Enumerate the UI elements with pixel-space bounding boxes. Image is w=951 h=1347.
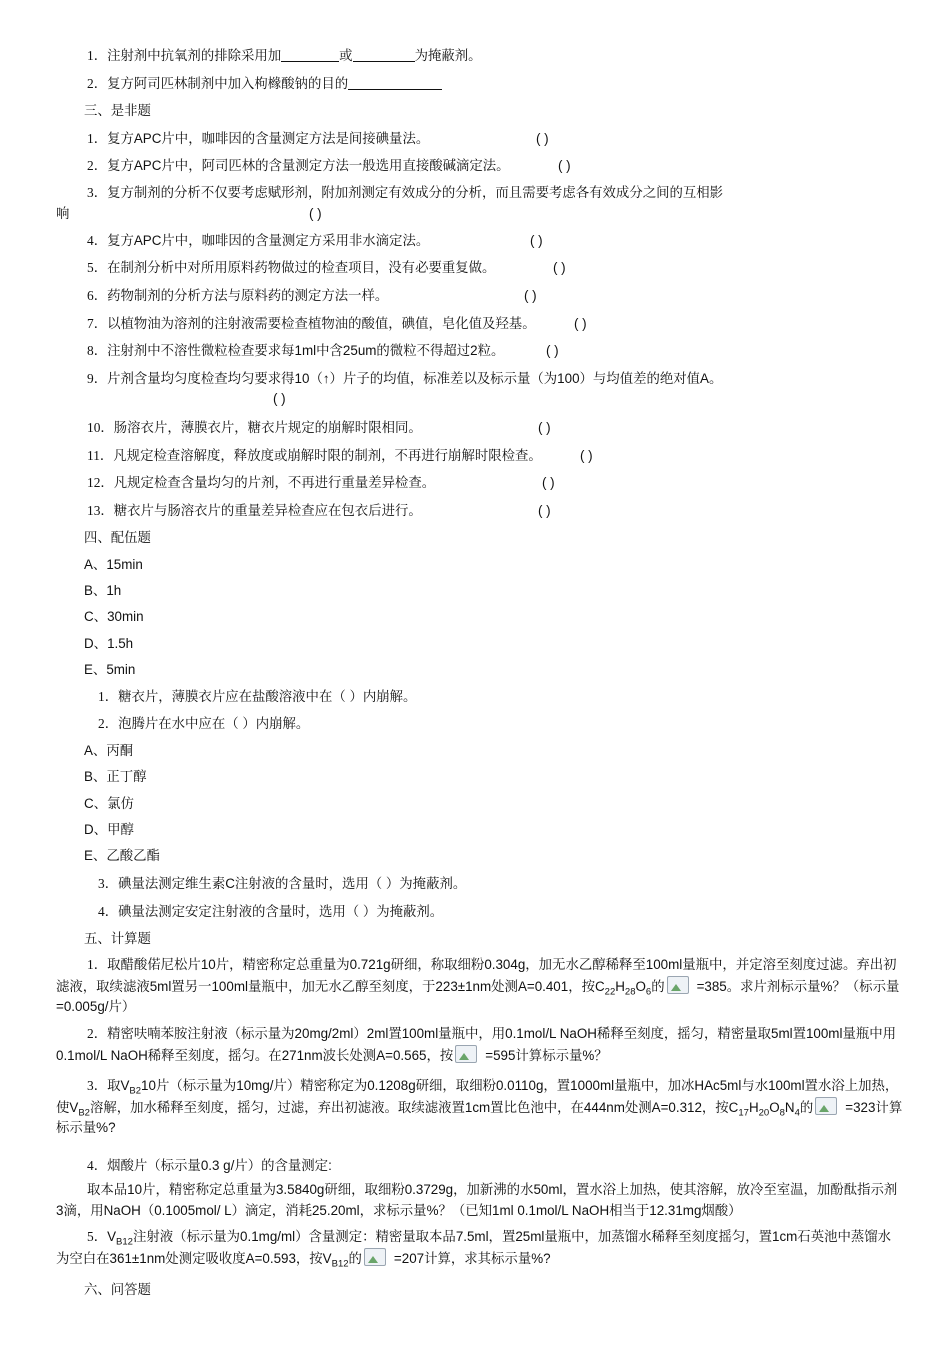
calc-question-2: 2．精密呋喃苯胺注射液（标示量为20mg/2ml）2ml置100ml量瓶中，用0.1mol/L NaOH稀释至刻度，摇匀，精密量取5ml置100ml量瓶中用0.1mol/L NaOH稀释至刻度，摇匀。在271nm波长处测A=0.565，按 =595计算标示量%？ — [56, 1026, 896, 1063]
item-text: 复方阿司匹林制剂中加入枸橼酸钠的目的 — [107, 76, 349, 91]
option-item: E、乙酸乙酯 — [84, 848, 160, 863]
broken-image-icon — [815, 1097, 837, 1115]
section-heading-matching: 四、配伍题 — [84, 530, 151, 545]
option-item: C、30min — [84, 609, 144, 624]
true-false-item: 7．以植物油为溶剂的注射液需要检查植物油的酸值，碘值，皂化值及羟基。 — [87, 316, 536, 331]
true-false-item: 13．糖衣片与肠溶衣片的重量差异检查应在包衣后进行。 — [87, 503, 422, 518]
answer-parentheses: ( ) — [538, 420, 551, 435]
option-item: B、1h — [84, 583, 122, 598]
true-false-item: 2．复方APC片中，阿司匹林的含量测定方法一般选用直接酸碱滴定法。 — [87, 158, 510, 173]
item-text: 注射剂中抗氧剂的排除采用加 — [107, 48, 282, 63]
true-false-item: 5．在制剂分析中对所用原料药物做过的检查项目，没有必要重复做。 — [87, 260, 496, 275]
item-text: 或 — [339, 48, 353, 63]
calc-question-1: 1．取醋酸偌尼松片10片，精密称定总重量为0.721g研细，称取细粉0.304g，加无水乙醇稀释至100ml量瓶中，并定溶至刻度过滤。弃出初滤液，取续滤液5ml置另一100ml量瓶中，加无水乙醇至刻度，于223±1nm处测A=0.401，按$C_{22}H_{28}O_6$的 =385。求片剂标示量%？（标示量=0.005g/片） — [56, 957, 900, 1014]
option-item: B、正丁醇 — [84, 769, 147, 784]
answer-parentheses: ( ) — [553, 260, 566, 275]
option-item: E、5min — [84, 662, 136, 677]
section-heading-calculation: 五、计算题 — [84, 931, 151, 946]
true-false-item: 1．复方APC片中，咖啡因的含量测定方法是间接碘量法。 — [87, 131, 430, 146]
answer-parentheses: ( ) — [558, 158, 571, 173]
answer-parentheses: ( ) — [574, 316, 587, 331]
true-false-item: 4．复方APC片中，咖啡因的含量测定方采用非水滴定法。 — [87, 233, 430, 248]
true-false-item: 11．凡规定检查溶解度，释放度或崩解时限的制剂，不再进行崩解时限检查。 — [87, 448, 542, 463]
answer-parentheses: ( ) — [530, 233, 543, 248]
matching-question: 1．糖衣片，薄膜衣片应在盐酸溶液中在（ ）内崩解。 — [98, 689, 417, 704]
matching-question: 3．碘量法测定维生素C注射液的含量时，选用（ ）为掩蔽剂。 — [98, 876, 467, 891]
answer-parentheses: ( ) — [273, 391, 286, 406]
option-item: D、1.5h — [84, 636, 134, 651]
calc-question-3: 3．取$V_{B2}10$片（标示量为10mg/片）精密称定为0.1208g研细，取细粉0.0110g，置1000ml量瓶中，加冰HAc5ml与水100ml置水浴上加热，使$V_{B2}$溶解，加水稀释至刻度，摇匀，过滤，弃出初滤液。取续滤液置1cm置比色池中，在444nm处测A=0.312，按$C_{17}H_{20}O_8N_4$的 =323计算标示量%? — [56, 1078, 903, 1135]
item-number: 2． — [87, 76, 108, 91]
calc-question-5: 5．$V_{B12}$注射液（标示量为0.1mg/ml）含量测定：精密量取本品7.5ml，置25ml量瓶中，加蒸馏水稀释至刻度摇匀，置1cm石英池中蒸馏水为空白在361±1nm处测定吸收度A=0.593，按$V_{B12}$的 =207计算，求其标示量%? — [56, 1229, 892, 1270]
answer-blank — [353, 48, 415, 62]
answer-parentheses: ( ) — [580, 448, 593, 463]
answer-blank — [281, 48, 339, 62]
true-false-item: 8．注射剂中不溶性微粒检查要求每1ml中含25um的微粒不得超过2粒。 — [87, 343, 505, 358]
answer-parentheses: ( ) — [546, 343, 559, 358]
matching-question: 4．碘量法测定安定注射液的含量时，选用（ ）为掩蔽剂。 — [98, 904, 444, 919]
section-heading-true-false: 三、是非题 — [84, 103, 151, 118]
fill-in-item-1 — [87, 47, 482, 65]
section-heading-qa: 六、问答题 — [84, 1282, 151, 1297]
true-false-item: 3．复方制剂的分析不仅要考虑赋形剂，附加剂测定有效成分的分析，而且需要考虑各有效成分之间的互相影 — [87, 185, 724, 200]
true-false-item: 9．片剂含量均匀度检查均匀要求得10（↑）片子的均值，标准差以及标示量（为100）与均值差的绝对值A。 — [87, 371, 723, 386]
answer-parentheses: ( ) — [542, 475, 555, 490]
option-item: D、甲醇 — [84, 822, 134, 837]
calc-question-4-title: 4．烟酸片（标示量0.3 g/片）的含量测定: — [87, 1158, 332, 1173]
option-item: C、氯仿 — [84, 796, 134, 811]
true-false-item: 6．药物制剂的分析方法与原料药的测定方法一样。 — [87, 288, 389, 303]
answer-parentheses: ( ) — [524, 288, 537, 303]
broken-image-icon — [455, 1045, 477, 1063]
calc-question-4-body: 取本品10片，精密称定总重量为3.5840g研细，取细粉0.3729g，加新沸的水50ml，置水浴上加热，使其溶解，放冷至室温，加酚酞指示剂3滴，用NaOH（0.1005mol/ L）滴定，消耗25.20ml，求标示量%？（已知1ml 0.1mol/L NaOH相当于12.31mg烟酸） — [56, 1182, 898, 1218]
answer-parentheses: ( ) — [309, 206, 322, 221]
option-item: A、15min — [84, 557, 143, 572]
option-item: A、丙酮 — [84, 743, 134, 758]
broken-image-icon — [667, 976, 689, 994]
broken-image-icon — [364, 1248, 386, 1266]
line-continuation: 响 — [56, 206, 70, 221]
fill-in-item-2 — [87, 75, 442, 93]
answer-parentheses: ( ) — [536, 131, 549, 146]
item-number: 1． — [87, 48, 108, 63]
answer-parentheses: ( ) — [538, 503, 551, 518]
answer-blank — [348, 76, 442, 90]
true-false-item: 10．肠溶衣片，薄膜衣片，糖衣片规定的崩解时限相同。 — [87, 420, 422, 435]
true-false-item: 12．凡规定检查含量均匀的片剂，不再进行重量差异检查。 — [87, 475, 436, 490]
matching-question: 2．泡腾片在水中应在（ ）内崩解。 — [98, 716, 310, 731]
item-text: 为掩蔽剂。 — [414, 48, 482, 63]
